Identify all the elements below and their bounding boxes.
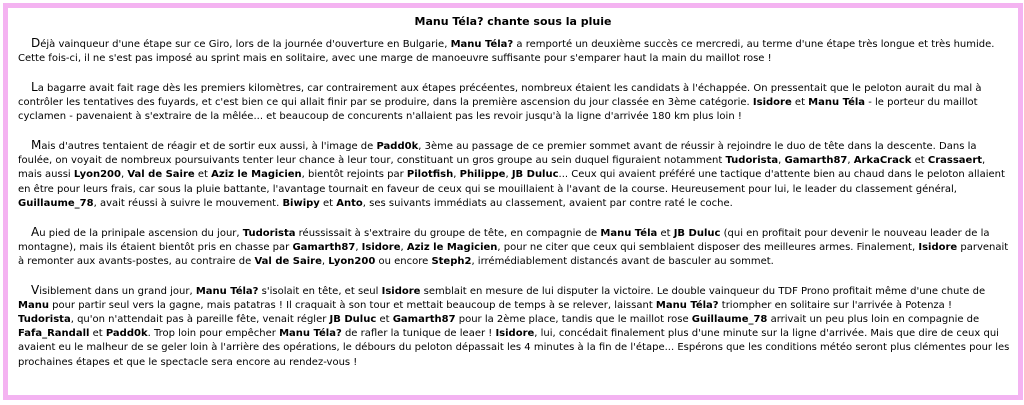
rider-name: Crassaert bbox=[927, 155, 983, 167]
rider-name: Manu Téla bbox=[808, 97, 866, 109]
rider-name: Gamarth87 bbox=[784, 155, 848, 167]
paragraph-text: , irrémédiablement distancés avant de basculer au sommet. bbox=[471, 255, 774, 267]
paragraph-text: et bbox=[194, 169, 212, 181]
paragraph-text: Visiblement dans un grand jour, bbox=[31, 282, 196, 297]
rider-name: Padd0k bbox=[105, 328, 148, 340]
paragraph-text: arrivait un peu plus loin en compagnie de bbox=[767, 314, 980, 326]
rider-name: Manu Téla bbox=[600, 227, 658, 239]
paragraph-text: et bbox=[657, 227, 674, 239]
rider-name: Isidore bbox=[361, 241, 401, 253]
rider-name: Manu Téla? bbox=[195, 285, 259, 297]
rider-name: Tudorista bbox=[725, 155, 779, 167]
paragraph-text: triompher en solitaire sur l'arrivée à Potenza ! bbox=[718, 299, 952, 311]
paragraph-text: , ses suivants immédiats au classement, avaient par contre raté le coche. bbox=[362, 197, 733, 209]
paragraph-text: , bbox=[847, 155, 854, 167]
paragraph-text: Déjà vainqueur d'une étape sur ce Giro, lors de la journée d'ouverture en Bulgarie, bbox=[31, 36, 451, 50]
paragraph-text: et bbox=[376, 314, 393, 326]
rider-name: Aziz le Magicien bbox=[211, 169, 302, 181]
paragraph-text: ... Ceux qui avaient préféré une tactique d'attente bien au chaud dans le peloton allaient en être pour leurs frais, car sous la pluie battante, l'avantage tournait en faveur de ceux qui se mouillaient à l'avant de la course. Heureusement pour lui, le leader du classement général, bbox=[18, 169, 1005, 195]
paragraph-text: , bbox=[453, 169, 460, 181]
rider-name: Guillaume_78 bbox=[691, 314, 768, 326]
rider-name: Fafa_Randall bbox=[18, 328, 90, 340]
rider-name: Biwipy bbox=[282, 197, 320, 209]
paragraph-text: , pour ne citer que ceux qui semblaient disposer des meilleures armes. Finalement, bbox=[497, 241, 919, 253]
rider-name: Manu Téla? bbox=[655, 299, 719, 311]
rider-name: Padd0k bbox=[376, 141, 419, 153]
rider-name: Steph2 bbox=[431, 255, 472, 267]
article-body bbox=[18, 36, 1010, 383]
rider-name: Manu Téla? bbox=[450, 39, 514, 50]
paragraph-text: ou encore bbox=[375, 255, 432, 267]
rider-name: Val de Saire bbox=[127, 169, 195, 181]
rider-name: Tudorista bbox=[242, 227, 296, 239]
paragraph-text: , bbox=[120, 169, 128, 181]
rider-name: Val de Saire bbox=[254, 255, 322, 267]
article-paragraph bbox=[18, 283, 1010, 370]
rider-name: Gamarth87 bbox=[392, 314, 456, 326]
rider-name: Isidore bbox=[381, 285, 421, 297]
paragraph-text: . Trop loin pour empêcher bbox=[147, 328, 280, 340]
paragraph-text: Au pied de la prinipale ascension du jour, bbox=[31, 224, 243, 239]
rider-name: Isidore bbox=[918, 241, 958, 253]
rider-name: Isidore bbox=[495, 328, 535, 340]
paragraph-text: pour la 2ème place, tandis que le maillot rose bbox=[455, 314, 692, 326]
article-paragraph bbox=[18, 80, 1010, 125]
rider-name: Aziz le Magicien bbox=[406, 241, 498, 253]
paragraph-text: La bagarre avait fait rage dès les premiers kilomètres, car contrairement aux étapes précéentes, nombreux étaient les candidats à l'échappée. On pressentait que le peloton aurait du mal à contrôler les tentatives des fuyards, et c'est bien ce qui allait finir par se produire, dans la première ascension du jour classée en 3ème catégorie. bbox=[18, 79, 982, 109]
paragraph-text: , lui, concédait finalement plus d'une minute sur la ligne d'arrivée. Mais que dire de ceux qui avaient eu le malheur de se geler loin à l'arrière des opérations, le débours du peloton dépassait les 4 minutes à la fin de l'étape... Espérons que les conditions météo seront plus clémentes pour les prochaines étapes et que le spectacle sera encore au rendez-vous ! bbox=[18, 328, 1010, 368]
paragraph-text: , bientôt rejoints par bbox=[301, 169, 407, 181]
paragraph-text: , bbox=[778, 155, 785, 167]
paragraph-text: , bbox=[505, 169, 512, 181]
article-title: Manu Téla? chante sous la pluie bbox=[414, 15, 612, 28]
rider-name: ArkaCrack bbox=[853, 155, 912, 167]
paragraph-text: et bbox=[791, 97, 809, 109]
rider-name: Lyon200 bbox=[328, 255, 376, 267]
article-paragraph bbox=[18, 36, 1010, 66]
paragraph-text: , avait réussi à suivre le mouvement. bbox=[93, 197, 283, 209]
paragraph-text: pour partir seul vers la gagne, mais patatras ! Il craquait à son tour et mettait beaucoup de temps à se relever, laissant bbox=[48, 299, 656, 311]
rider-name: Guillaume_78 bbox=[18, 197, 94, 209]
paragraph-text: parvenait à remonter aux avants-postes, au contraire de bbox=[18, 241, 1009, 267]
rider-name: JB Duluc bbox=[329, 314, 377, 326]
paragraph-text: et bbox=[911, 155, 928, 167]
rider-name: JB Duluc bbox=[673, 227, 721, 239]
paragraph-text: de rafler la tunique de leaer ! bbox=[341, 328, 496, 340]
rider-name: Gamarth87 bbox=[292, 241, 356, 253]
article-paragraph bbox=[18, 225, 1010, 270]
paragraph-text: , mais aussi bbox=[18, 155, 986, 181]
paragraph-text: et bbox=[319, 197, 337, 209]
paragraph-text: semblait en mesure de lui disputer la victoire. Le double vainqueur du TDF Prono profitait même d'une chute de bbox=[420, 285, 986, 297]
rider-name: Manu Téla? bbox=[279, 328, 342, 340]
paragraph-text: s'isolait en tête, et seul bbox=[258, 285, 382, 297]
rider-name: Isidore bbox=[752, 97, 792, 109]
rider-name: Anto bbox=[336, 197, 363, 209]
article-paragraph bbox=[18, 138, 1010, 211]
paragraph-text: a remporté un deuxième succès ce mercredi, au terme d'une étape très longue et très humide. Cette fois-ci, il ne s'est pas imposé au sprint mais en solitaire, avec une marge de manoeuvre suffisante pour s'emparer haut la main du maillot rose ! bbox=[18, 39, 995, 65]
rider-name: Philippe bbox=[459, 169, 506, 181]
paragraph-text: et bbox=[89, 328, 106, 340]
rider-name: Lyon200 bbox=[73, 169, 121, 181]
paragraph-text: (qui en profitait pour devenir le nouveau leader de la montagne), mais ils étaient bientôt pris en chasse par bbox=[18, 227, 990, 253]
article-frame bbox=[3, 3, 1023, 400]
paragraph-text: - le porteur du maillot cyclamen - pavenaient à s'extraire de la mêlée... et beaucoup de concurents n'allaient pas les revoir jusqu'à la ligne d'arrivée 180 km plus loin ! bbox=[18, 97, 978, 123]
paragraph-text: Mais d'autres tentaient de réagir et de sortir eux aussi, à l'image de bbox=[31, 138, 377, 153]
paragraph-text: réussissait à s'extraire du groupe de tête, en compagnie de bbox=[295, 227, 601, 239]
paragraph-text: , bbox=[400, 241, 407, 253]
rider-name: Tudorista bbox=[18, 314, 71, 326]
paragraph-text: , bbox=[355, 241, 362, 253]
paragraph-text: , bbox=[321, 255, 329, 267]
rider-name: Pilotfish bbox=[406, 169, 454, 181]
rider-name: JB Duluc bbox=[511, 169, 559, 181]
rider-name: Manu bbox=[18, 299, 49, 311]
paragraph-text: , 3ème au passage de ce premier sommet avant de réussir à rejoindre le duo de tête dans la descente. Dans la foulée, on voyait de nombreux poursuivants tenter leur chance à leur tour, constituant un gros groupe au sein duquel figuraient notamment bbox=[18, 141, 977, 167]
paragraph-text: , qu'on n'attendait pas à pareille fête, venait régler bbox=[70, 314, 330, 326]
